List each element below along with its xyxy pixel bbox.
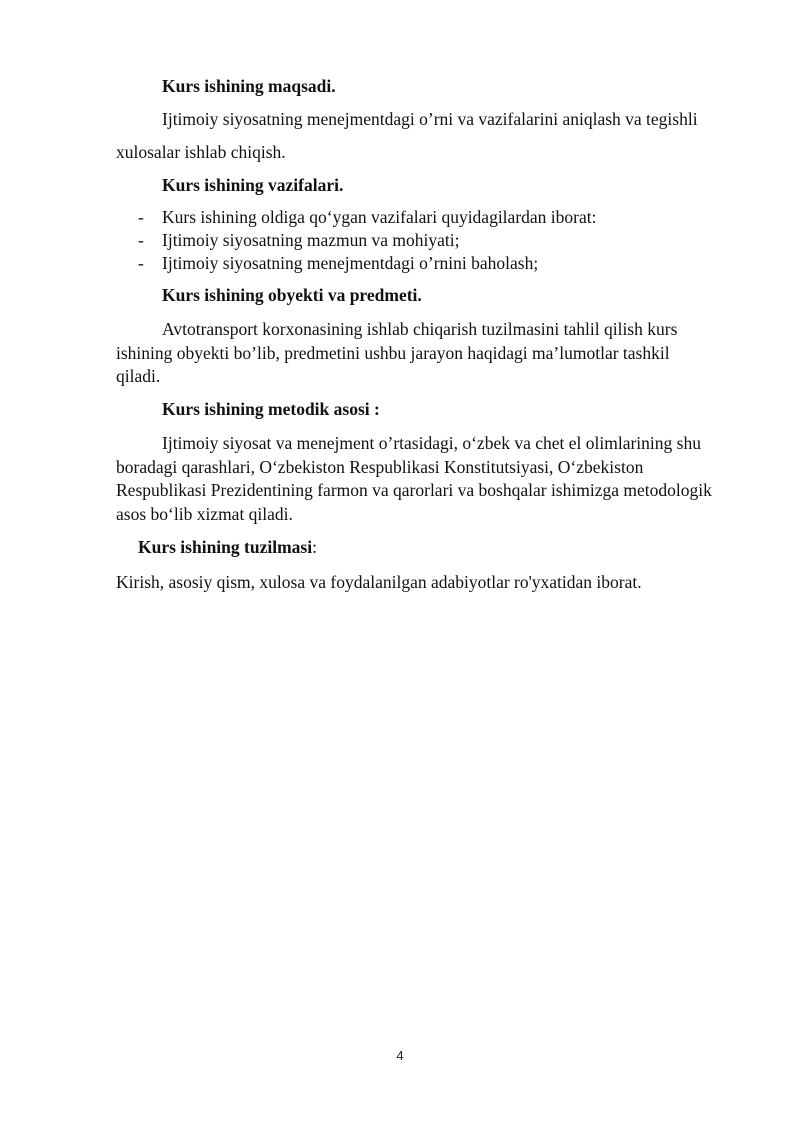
bullet-marker: -: [138, 253, 144, 273]
page-number: 4: [396, 1048, 404, 1063]
obyekt-paragraph: [116, 318, 716, 389]
bullet-item: [138, 230, 459, 251]
heading-metodik: Kurs ishining metodik asosi :: [162, 399, 380, 419]
bullet-marker: -: [138, 207, 144, 227]
tuzilma-text: Kirish, asosiy qism, xulosa va foydalanilgan adabiyotlar ro'yxatidan iborat.: [116, 572, 642, 592]
bullet-text: Kurs ishining oldiga qo‘ygan vazifalari quyidagilardan iborat:: [162, 207, 597, 227]
heading-obyekt: Kurs ishining obyekti va predmeti.: [162, 285, 422, 305]
bullet-item: [138, 207, 596, 228]
heading-vazifalar: Kurs ishining vazifalari.: [162, 175, 344, 195]
bullet-text: Ijtimoiy siyosatning menejmentdagi o’rnini baholash;: [162, 253, 539, 273]
metodik-paragraph: [116, 432, 716, 526]
obyekt-text: Avtotransport korxonasining ishlab chiqarish tuzilmasini tahlil qilish kurs ishining obyekti bo’lib, predmetini ushbu jarayon haqidagi ma’lumotlar tashkil qiladi.: [116, 319, 678, 386]
heading-tuzilma-text: Kurs ishining tuzilmasi: [138, 537, 313, 557]
maqsad-text-line2: xulosalar ishlab chiqish.: [116, 142, 286, 162]
heading-tuzilma-colon: :: [312, 537, 317, 557]
metodik-text: Ijtimoiy siyosat va menejment o’rtasidagi, o‘zbek va chet el olimlarining shu boradagi qarashlari, O‘zbekiston Respublikasi Konstitutsiyasi, O‘zbekiston Respublikasi Prezidentining farmon va qarorlari va boshqalar ishimizga metodologik asos bo‘lib xizmat qiladi.: [116, 433, 712, 524]
maqsad-text-line1: Ijtimoiy siyosatning menejmentdagi o’rni va vazifalarini aniqlash va tegishli: [162, 109, 698, 129]
bullet-marker: -: [138, 230, 144, 250]
bullet-text: Ijtimoiy siyosatning mazmun va mohiyati;: [162, 230, 460, 250]
heading-tuzilma: [138, 537, 317, 558]
heading-maqsad: Kurs ishining maqsadi.: [162, 76, 336, 96]
bullet-item: [138, 253, 538, 274]
